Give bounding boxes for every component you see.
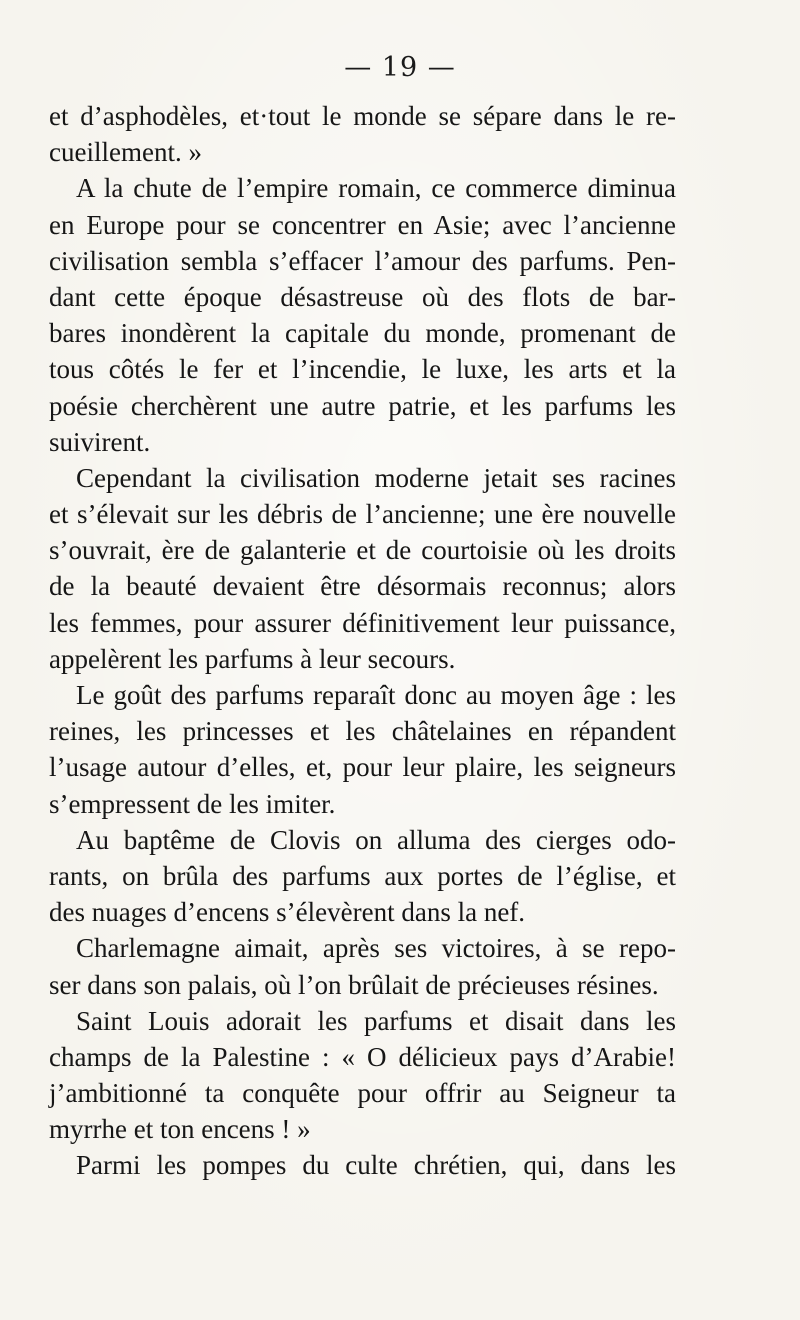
paragraph bbox=[49, 822, 676, 931]
text-line: les femmes, pour assurer définitivement leur puissance, bbox=[49, 607, 676, 638]
text-line: l’usage autour d’elles, et, pour leur plaire, les seigneurs bbox=[49, 752, 676, 783]
text-line: et s’élevait sur les débris de l’ancienne; une ère nouvelle bbox=[49, 499, 676, 530]
paragraph bbox=[49, 170, 676, 460]
text-line: dant cette époque désastreuse où des flots de bar- bbox=[49, 281, 676, 312]
page-number: — 19 — bbox=[344, 52, 456, 83]
text-line: s’ouvrait, ère de galanterie et de courtoisie où les droits bbox=[49, 535, 676, 566]
text-line: Au baptême de Clovis on alluma des cierges odo- bbox=[76, 824, 676, 855]
text-line: myrrhe et ton encens ! » bbox=[49, 1114, 311, 1145]
text-line: j’ambitionné ta conquête pour offrir au Seigneur ta bbox=[49, 1078, 676, 1109]
text-line: et d’asphodèles, et·tout le monde se sépare dans le re- bbox=[49, 101, 676, 131]
text-line: Charlemagne aimait, après ses victoires, à se repo- bbox=[76, 933, 676, 964]
paragraph bbox=[49, 460, 676, 677]
text-line: Le goût des parfums reparaît donc au moyen âge : les bbox=[76, 680, 676, 710]
text-line: suivirent. bbox=[49, 426, 151, 457]
text-line: en Europe pour se concentrer en Asie; avec l’ancienne bbox=[49, 209, 676, 240]
text-line: A la chute de l’empire romain, ce commerce diminua bbox=[76, 173, 676, 204]
text-line: rants, on brûla des parfums aux portes de l’église, et bbox=[49, 860, 676, 891]
text-line: Cependant la civilisation moderne jetait ses racines bbox=[76, 462, 676, 493]
text-line: Saint Louis adorait les parfums et disait dans les bbox=[76, 1005, 676, 1036]
text-line: appelèrent les parfums à leur secours. bbox=[49, 643, 456, 674]
body-text bbox=[49, 98, 676, 1184]
text-line: poésie cherchèrent une autre patrie, et les parfums les bbox=[49, 390, 676, 421]
text-line: bares inondèrent la capitale du monde, promenant de bbox=[49, 318, 676, 349]
paragraph bbox=[49, 677, 676, 822]
paragraph bbox=[49, 1003, 676, 1148]
text-line: tous côtés le fer et l’incendie, le luxe, les arts et la bbox=[49, 354, 676, 385]
text-line: champs de la Palestine : « O délicieux pays d’Arabie! bbox=[49, 1041, 676, 1072]
paragraph bbox=[49, 1147, 676, 1183]
paragraph bbox=[49, 98, 676, 170]
paragraph bbox=[49, 930, 676, 1002]
text-line: ser dans son palais, où l’on brûlait de précieuses résines. bbox=[49, 969, 659, 1000]
text-line: civilisation sembla s’effacer l’amour des parfums. Pen- bbox=[49, 245, 676, 276]
text-line: s’empressent de les imiter. bbox=[49, 788, 336, 819]
text-line: de la beauté devaient être désormais reconnus; alors bbox=[49, 571, 676, 602]
text-line: reines, les princesses et les châtelaines en répandent bbox=[49, 716, 676, 747]
text-line: des nuages d’encens s’élevèrent dans la nef. bbox=[49, 897, 526, 928]
text-line: Parmi les pompes du culte chrétien, qui, dans les bbox=[76, 1150, 676, 1181]
text-line: cueillement. » bbox=[49, 137, 202, 168]
